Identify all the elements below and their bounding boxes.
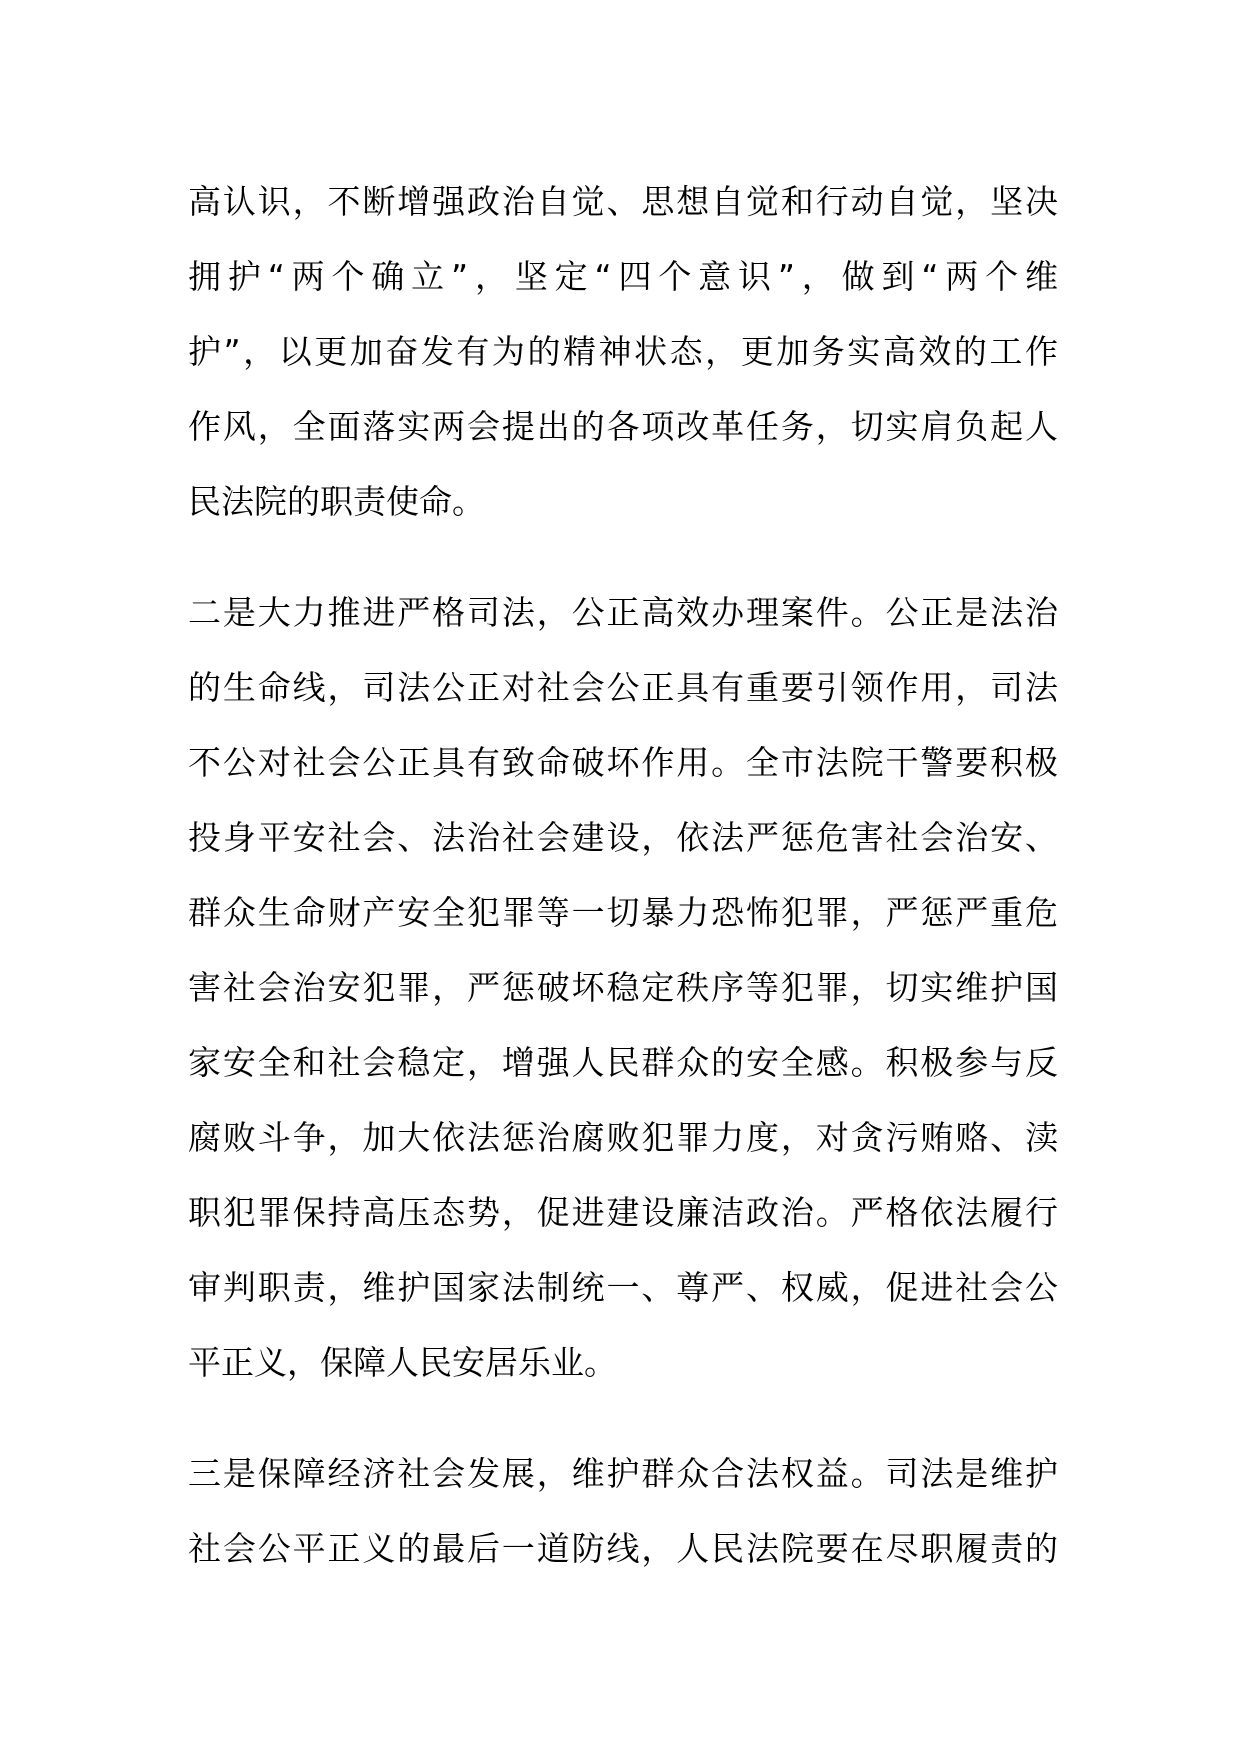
text-line: 护”，以更加奋发有为的精神状态，更加务实高效的工作 — [188, 332, 1058, 371]
text-line: 平正义，保障人民安居乐业。 — [188, 1343, 617, 1382]
text-line: 高认识，不断增强政治自觉、思想自觉和行动自觉，坚决 — [188, 182, 1058, 221]
text-line: 害社会治安犯罪，严惩破坏稳定秩序等犯罪，切实维护国 — [188, 968, 1058, 1007]
document-body — [188, 164, 1058, 1622]
paragraph-1 — [188, 164, 1058, 539]
text-line: 民法院的职责使命。 — [188, 482, 485, 521]
text-line: 职犯罪保持高压态势，促进建设廉洁政治。严格依法履行 — [188, 1193, 1058, 1232]
paragraph-3 — [188, 1436, 1058, 1586]
text-line: 家安全和社会稳定，增强人民群众的安全感。积极参与反 — [188, 1043, 1058, 1082]
text-line: 的生命线，司法公正对社会公正具有重要引领作用，司法 — [188, 668, 1058, 707]
text-line: 作风，全面落实两会提出的各项改革任务，切实肩负起人 — [188, 407, 1058, 446]
text-line: 不公对社会公正具有致命破坏作用。全市法院干警要积极 — [188, 743, 1058, 782]
text-line: 社会公平正义的最后一道防线，人民法院要在尽职履责的 — [188, 1529, 1058, 1568]
paragraph-2 — [188, 575, 1058, 1400]
text-line: 审判职责，维护国家法制统一、尊严、权威，促进社会公 — [188, 1268, 1058, 1307]
text-line: 腐败斗争，加大依法惩治腐败犯罪力度，对贪污贿赂、渎 — [188, 1118, 1058, 1157]
text-line: 三是保障经济社会发展，维护群众合法权益。司法是维护 — [188, 1454, 1058, 1493]
text-line: 二是大力推进严格司法，公正高效办理案件。公正是法治 — [188, 593, 1058, 632]
text-line: 拥护“两个确立”，坚定“四个意识”，做到“两个维 — [188, 257, 1058, 296]
text-line: 群众生命财产安全犯罪等一切暴力恐怖犯罪，严惩严重危 — [188, 893, 1058, 932]
text-line: 投身平安社会、法治社会建设，依法严惩危害社会治安、 — [188, 818, 1058, 857]
